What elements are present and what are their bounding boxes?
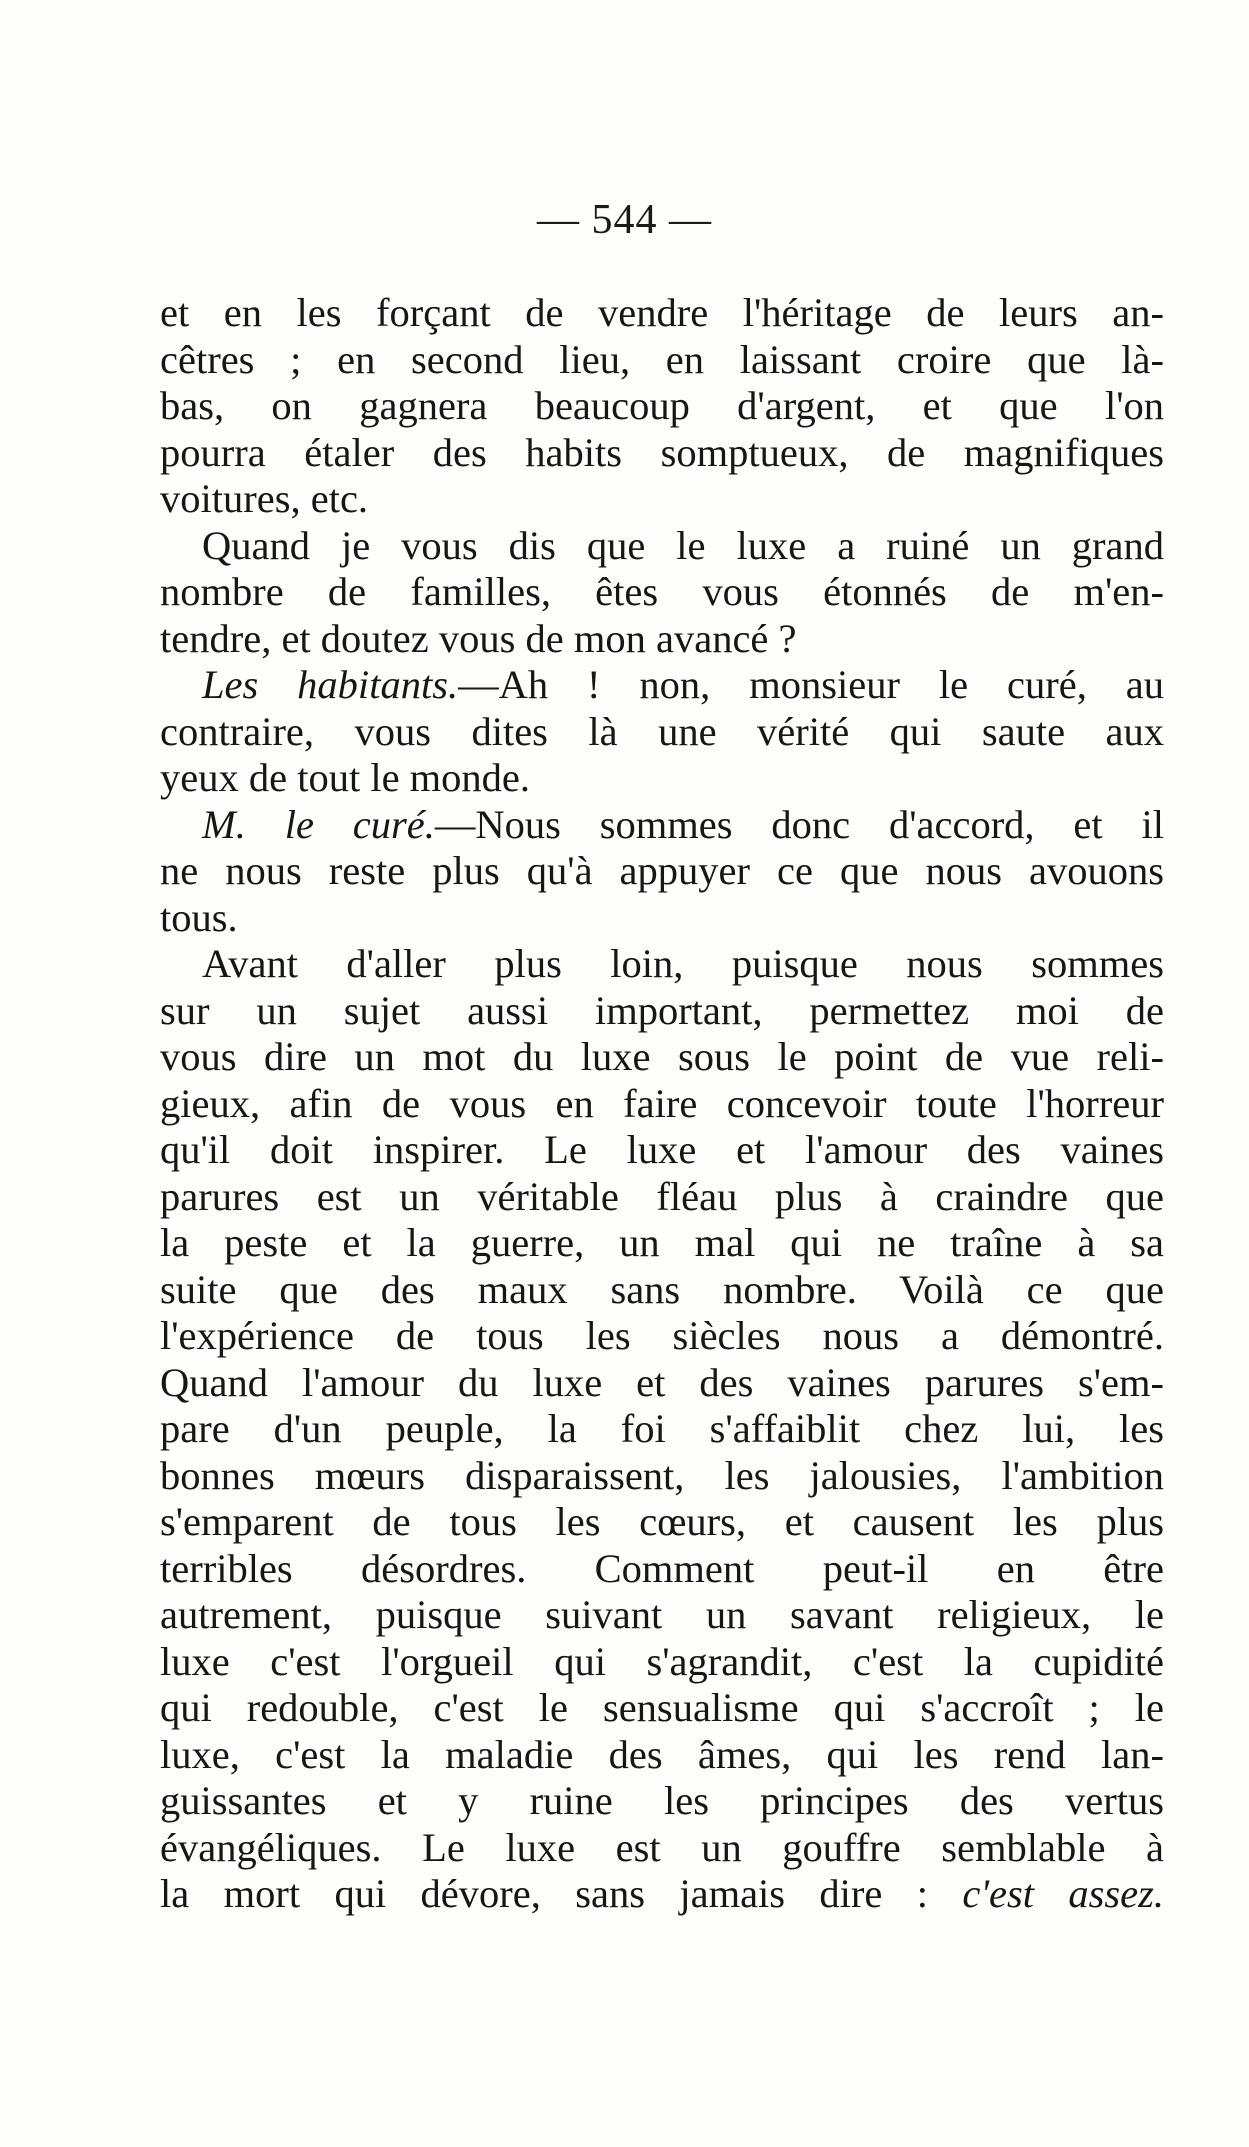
text-line: suite que des maux sans nombre. Voilà ce que xyxy=(160,1266,1164,1312)
text-line: luxe, c'est la maladie des âmes, qui les rend lan- xyxy=(160,1731,1164,1777)
text-line: pourra étaler des habits somptueux, de magnifiques xyxy=(160,429,1164,475)
text-line: terribles désordres. Comment peut-il en être xyxy=(160,1545,1164,1591)
paragraph-start-line: Avant d'aller plus loin, puisque nous sommes xyxy=(202,941,1164,986)
last-line xyxy=(160,1871,1164,1918)
text-line: yeux de tout le monde. xyxy=(160,755,531,800)
text-line: contraire, vous dites là une vérité qui saute aux xyxy=(160,708,1164,754)
body-text xyxy=(160,290,1164,1918)
text-line: parures est un véritable fléau plus à craindre que xyxy=(160,1173,1164,1219)
paragraph-start-line: Quand je vous dis que le luxe a ruiné un grand xyxy=(202,522,1164,568)
dialogue-line-cure xyxy=(160,802,1164,849)
text-line: évangéliques. Le luxe est un gouffre semblable à xyxy=(160,1824,1164,1870)
speaker-label: M. le curé. xyxy=(202,801,435,847)
text-line: ne nous reste plus qu'à appuyer ce que nous avouons xyxy=(160,848,1164,893)
text-line: sur un sujet aussi important, permettez moi de xyxy=(160,987,1164,1033)
text-line: nombre de familles, êtes vous étonnés de m'en- xyxy=(160,569,1164,614)
text-line: gieux, afin de vous en faire concevoir toute l'horreur xyxy=(160,1080,1164,1126)
text-line: bas, on gagnera beaucoup d'argent, et que l'on xyxy=(160,383,1164,428)
text-line: tous. xyxy=(160,894,238,940)
text-line: vous dire un mot du luxe sous le point de vue reli- xyxy=(160,1034,1164,1079)
text-line: l'expérience de tous les siècles nous a démontré. xyxy=(160,1313,1164,1358)
text-line: s'emparent de tous les cœurs, et causent les plus xyxy=(160,1499,1164,1544)
page-number: — 544 — xyxy=(537,197,712,243)
last-line-text: la mort qui dévore, sans jamais dire : xyxy=(160,1871,963,1916)
text-line: voitures, etc. xyxy=(160,476,369,521)
text-line: bonnes mœurs disparaissent, les jalousies, l'ambition xyxy=(160,1452,1164,1498)
dialogue-text: —Ah ! non, monsieur le curé, au xyxy=(458,662,1165,707)
dialogue-line-habitants xyxy=(160,662,1164,709)
text-line: qui redouble, c'est le sensualisme qui s'accroît ; le xyxy=(160,1685,1164,1730)
text-line: la peste et la guerre, un mal qui ne traîne à sa xyxy=(160,1220,1164,1265)
speaker-label: Les habitants. xyxy=(202,662,459,707)
italic-phrase: c'est assez. xyxy=(962,1871,1164,1916)
text-line: et en les forçant de vendre l'héritage de leurs an- xyxy=(160,290,1164,335)
text-line: Quand l'amour du luxe et des vaines parures s'em- xyxy=(160,1359,1164,1405)
text-line: qu'il doit inspirer. Le luxe et l'amour des vaines xyxy=(160,1127,1164,1172)
text-line: guissantes et y ruine les principes des vertus xyxy=(160,1778,1164,1823)
dialogue-text: —Nous sommes donc d'accord, et il xyxy=(434,801,1164,847)
text-line: autrement, puisque suivant un savant religieux, le xyxy=(160,1592,1164,1637)
text-line: tendre, et doutez vous de mon avancé ? xyxy=(160,615,797,661)
text-line: luxe c'est l'orgueil qui s'agrandit, c'est la cupidité xyxy=(160,1638,1164,1684)
text-line: cêtres ; en second lieu, en laissant croire que là- xyxy=(160,336,1164,382)
text-line: pare d'un peuple, la foi s'affaiblit chez lui, les xyxy=(160,1406,1164,1451)
